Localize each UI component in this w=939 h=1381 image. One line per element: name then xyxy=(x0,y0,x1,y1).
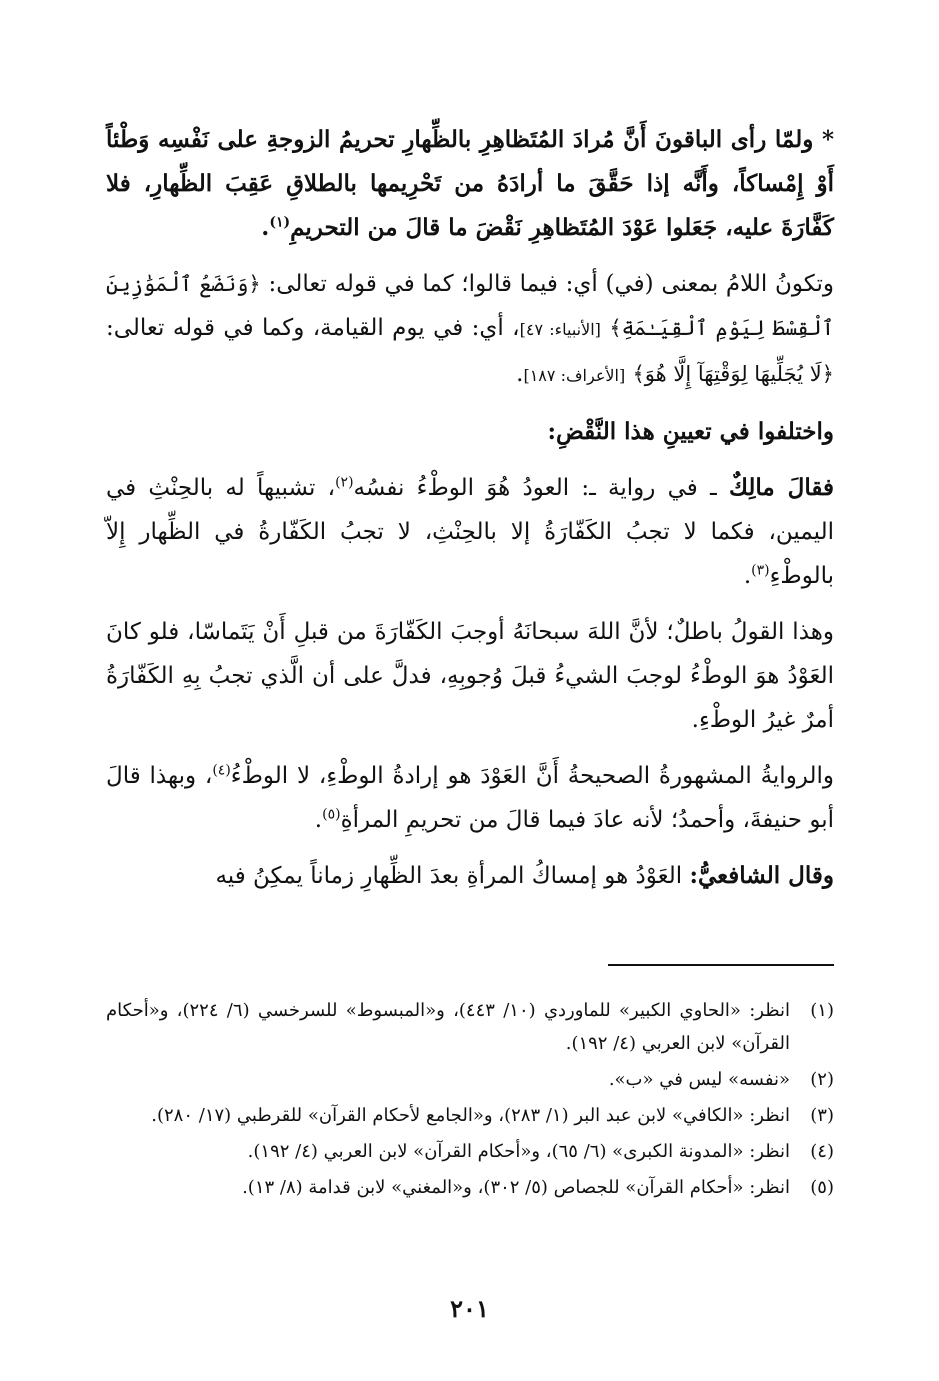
footnote-ref-2[interactable]: (٢) xyxy=(335,474,354,491)
paragraph-lead: وقال الشافعيُّ: xyxy=(689,862,834,889)
footnote-divider xyxy=(608,964,834,966)
footnote-ref-1[interactable]: (١) xyxy=(269,214,291,231)
footnote-item xyxy=(106,994,834,1060)
paragraph-lead: فقالَ مالِكٌ xyxy=(729,474,834,501)
quran-verse-araf: ﴿لَا يُجَلِّيهَا لِوَقْتِهَآ إِلَّا هُوَ﴾ xyxy=(632,362,834,386)
paragraph-2: وتكونُ اللامُ بمعنى (في) أي: فيما قالوا؛ كما في قوله تعالى: ﴿وَنَضَعُ ٱلْمَوَٰزِينَ ٱلْقِسْطَ لِيَوْمِ ٱلْقِيَـٰمَةِ﴾ [الأنبياء: ٤٧]، أي: في يوم القيامة، وكما في قوله تعالى: ﴿لَا يُجَلِّيهَا لِوَقْتِهَآ إِلَّا هُوَ﴾ [الأعراف: ١٨٧]. xyxy=(106,271,834,387)
section-heading: واختلفوا في تعيينِ هذا النَّقْضِ: xyxy=(547,418,834,445)
footnote-number: (٤) xyxy=(810,1141,834,1162)
page-number: ٢٠١ xyxy=(450,1294,489,1323)
paragraph-6: وقال الشافعيُّ: العَوْدُ هو إمساكُ المرأةِ بعدَ الظِّهارِ زماناً يمكِنُ فيه xyxy=(215,862,834,889)
paragraph-5: والروايةُ المشهورةُ الصحيحةُ أَنَّ العَوْدَ هو إرادةُ الوطْءِ، لا الوطْءُ$^{(٤)}$، وبهذا قالَ أبو حنيفةَ، وأحمدُ؛ لأنه عادَ فيما قالَ من تحريمِ المرأةِ$^{(٥)}$. xyxy=(106,762,834,833)
main-text xyxy=(106,118,834,910)
footnote-ref-3[interactable]: (٣) xyxy=(751,562,770,579)
paragraph-1: * ولمّا رأى الباقونَ أَنَّ مُرادَ المُتَظاهِرِ بالظِّهارِ تحريمُ الزوجةِ على نَفْسِه وَطْئاً أَوْ إِمْساكاً، وأَنَّه إذا حَقَّقَ ما أرادَهُ من تَحْرِيمها بالطلاقِ عَقِبَ الظِّهارِ، فلا كَفَّارَةَ عليه، جَعَلوا عَوْدَ المُتَظاهِرِ نَقْضَ ما قالَ من التحريمِ$^{(١)}$. xyxy=(106,126,834,241)
footnote-item xyxy=(106,1171,834,1204)
footnote-number: (١) xyxy=(810,1000,834,1021)
footnote-text: انظر: «المدونة الكبرى» (٦/ ٦٥)، و«أحكام القرآن» لابن العربي (٤/ ١٩٢). xyxy=(247,1141,790,1162)
footnote-item xyxy=(106,1063,834,1096)
footnote-item xyxy=(106,1099,834,1132)
footnote-ref-4[interactable]: (٤) xyxy=(212,762,231,779)
verse-reference-anbiya: [الأنبياء: ٤٧] xyxy=(519,320,601,339)
verse-reference-araf: [الأعراف: ١٨٧] xyxy=(523,366,626,385)
footnote-text: «نفسه» ليس في «ب». xyxy=(608,1069,790,1090)
footnote-text: انظر: «الحاوي الكبير» للماوردي (١٠/ ٤٤٣)، و«المبسوط» للسرخسي (٦/ ٢٢٤)، و«أحكام القرآن» لابن العربي (٤/ ١٩٢). xyxy=(106,1000,790,1054)
paragraph-4: وهذا القولُ باطلٌ؛ لأنَّ اللهَ سبحانَهُ أوجبَ الكَفّارَةَ من قبلِ أَنْ يَتَماسّا، فلو كانَ العَوْدُ هوَ الوطْءُ لوجبَ الشيءُ قبلَ وُجوبِهِ، فدلَّ على أن الَّذي تجبُ بِهِ الكَفّارَةُ أمرٌ غيرُ الوطْءِ. xyxy=(106,619,834,733)
quran-verse-anbiya: ﴿وَنَضَعُ ٱلْمَوَٰزِينَ ٱلْقِسْطَ لِيَوْمِ ٱلْقِيَـٰمَةِ﴾ xyxy=(106,272,834,340)
footnote-number: (٥) xyxy=(810,1177,834,1198)
footnote-text: انظر: «أحكام القرآن» للجصاص (٥/ ٣٠٢)، و«المغني» لابن قدامة (٨/ ١٣). xyxy=(242,1177,790,1198)
footnote-text: انظر: «الكافي» لابن عبد البر (١/ ٢٨٣)، و«الجامع لأحكام القرآن» للقرطبي (١٧/ ٢٨٠). xyxy=(151,1105,790,1126)
footnotes xyxy=(106,994,834,1207)
paragraph-3: فقالَ مالِكٌ ـ في رواية ـ: العودُ هُوَ الوطْءُ نفسُه$^{(٢)}$، تشبيهاً له بالحِنْثِ في اليمين، فكما لا تجبُ الكَفّارَةُ إلا بالحِنْثِ، لا تجبُ الكَفّارةُ في الظِّهار إِلاّ بالوطْءِ$^{(٣)}$. xyxy=(106,474,834,589)
footnote-ref-5[interactable]: (٥) xyxy=(322,806,341,823)
footnote-item xyxy=(106,1135,834,1168)
footnote-number: (٢) xyxy=(810,1069,834,1090)
footnote-number: (٣) xyxy=(810,1105,834,1126)
